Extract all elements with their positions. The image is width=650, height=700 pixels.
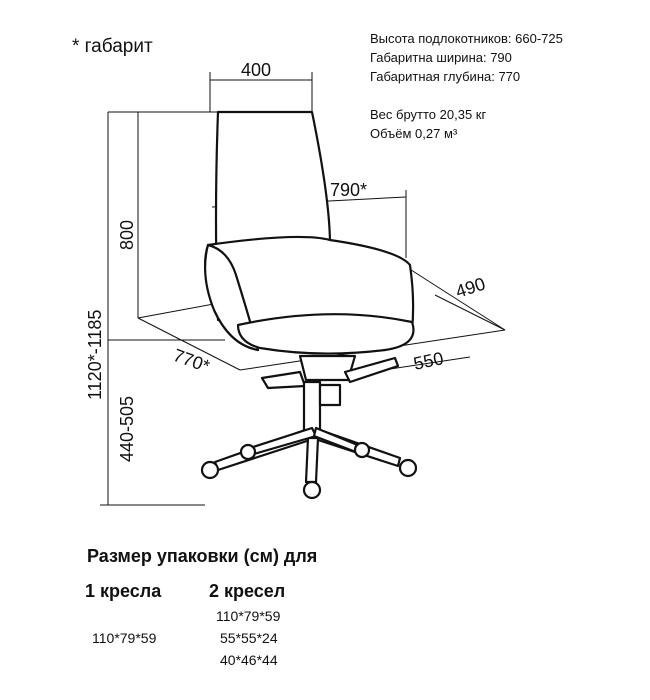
spec-overall-depth: Габаритная глубина: 770: [370, 69, 521, 84]
spec-armrest-height: Высота подлокотников: 660-725: [370, 31, 563, 46]
overall-note: * габарит: [72, 36, 153, 57]
packaging-two-chairs-size-2: 55*55*24: [220, 630, 278, 646]
packaging-two-chairs-size-1: 110*79*59: [216, 608, 281, 624]
dim-line-seat-side: [408, 268, 505, 330]
chair-cylinder-cover: [320, 385, 340, 405]
dim-label-overall-depth: 770*: [170, 344, 213, 377]
caster-front: [304, 482, 320, 498]
dim-label-seat-width: 550: [411, 348, 446, 374]
spec-gross-weight: Вес брутто 20,35 кг: [370, 107, 487, 122]
dim-line-seat-depth: [435, 295, 505, 330]
caster-right: [400, 460, 416, 476]
packaging-two-chairs-size-3: 40*46*44: [220, 652, 278, 668]
chair-seat: [238, 314, 413, 353]
spec-overall-width: Габаритна ширина: 790: [370, 50, 512, 65]
caster-back-left: [241, 445, 255, 459]
caster-left: [202, 462, 218, 478]
chair-lever: [262, 372, 305, 388]
spec-volume: Объём 0,27 м³: [370, 126, 458, 141]
caster-back-right: [355, 443, 369, 457]
dim-label-back-height: 800: [117, 219, 137, 250]
packaging-one-chair-size: 110*79*59: [92, 630, 157, 646]
dim-label-total-height: 1120*-1185: [85, 309, 105, 400]
chair-cylinder: [304, 382, 320, 434]
dim-label-back-width: 400: [241, 60, 272, 80]
packaging-one-chair-label: 1 кресла: [85, 581, 162, 601]
dim-label-overall-width: 790*: [330, 180, 368, 200]
spec-list: [370, 29, 563, 143]
dim-label-seat-depth: 490: [453, 273, 488, 302]
packaging-two-chairs-label: 2 кресел: [209, 581, 286, 601]
packaging-title: Размер упаковки (см) для: [87, 546, 318, 566]
dim-label-seat-height: 440-505: [117, 395, 137, 462]
base-leg-front: [306, 438, 318, 482]
